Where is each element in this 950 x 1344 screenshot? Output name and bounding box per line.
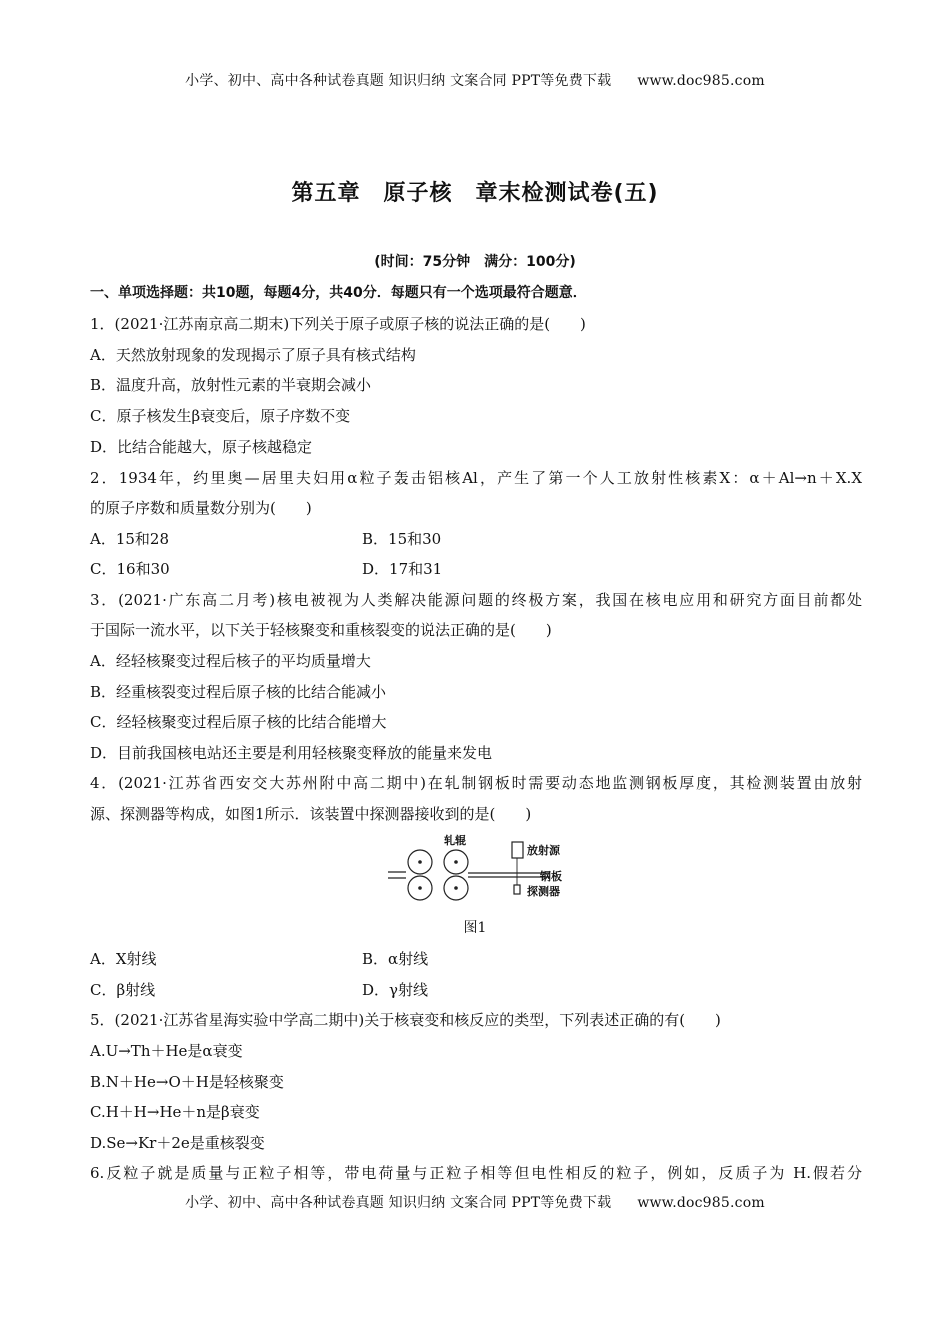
question-1-option-b: B．温度升高，放射性元素的半衰期会减小 xyxy=(90,376,372,394)
label-source: 放射源 xyxy=(527,844,560,857)
header-url[interactable]: www.doc985.com xyxy=(637,73,765,89)
question-1-option-c: C．原子核发生β衰变后，原子序数不变 xyxy=(90,407,351,425)
question-4-option-d: D．γ射线 xyxy=(362,981,428,999)
question-5-stem: 5．(2021·江苏省星海实验中学高二期中)关于核衰变和核反应的类型，下列表述正确的有( ) xyxy=(90,1011,721,1029)
question-4-option-c: C．β射线 xyxy=(90,981,156,999)
question-2-stem-line2: 的原子序数和质量数分别为( ) xyxy=(90,499,312,517)
question-5-option-a: A.U→Th＋He是α衰变 xyxy=(90,1042,243,1060)
question-5-option-c: C.H＋H→He＋n是β衰变 xyxy=(90,1103,260,1121)
footer-url[interactable]: www.doc985.com xyxy=(637,1195,765,1211)
question-6-stem-line1: 6.反粒子就是质量与正粒子相等，带电荷量与正粒子相等但电性相反的粒子，例如，反质子为 H.假若分 xyxy=(90,1164,862,1182)
page-title: 第五章 原子核 章末检测试卷(五) xyxy=(291,181,659,206)
question-4-option-a: A．X射线 xyxy=(90,950,157,968)
question-2-option-c: C．16和30 xyxy=(90,560,170,578)
radiation-source xyxy=(512,842,523,858)
question-2-option-a: A．15和28 xyxy=(90,530,170,548)
section-heading: 一、单项选择题：共10题，每题4分，共40分．每题只有一个选项最符合题意． xyxy=(90,285,587,301)
question-1-option-d: D．比结合能越大，原子核越稳定 xyxy=(90,438,313,456)
question-1-option-a: A．天然放射现象的发现揭示了原子具有核式结构 xyxy=(90,346,416,364)
question-4-stem-line2: 源、探测器等构成，如图1所示．该装置中探测器接收到的是( ) xyxy=(90,805,532,823)
question-3-option-d: D．目前我国核电站还主要是利用轻核聚变释放的能量来发电 xyxy=(90,744,493,762)
figure-caption: 图1 xyxy=(463,920,487,936)
question-5-option-b: B.N＋He→O＋H是轻核聚变 xyxy=(90,1073,284,1091)
exam-info: (时间：75分钟 满分：100分) xyxy=(374,254,576,270)
question-3-option-a: A．经轻核聚变过程后核子的平均质量增大 xyxy=(90,652,371,670)
question-2-option-b: B．15和30 xyxy=(362,530,442,548)
question-3-option-c: C．经轻核聚变过程后原子核的比结合能增大 xyxy=(90,713,387,731)
label-detector: 探测器 xyxy=(527,885,560,898)
question-3-option-b: B．经重核裂变过程后原子核的比结合能减小 xyxy=(90,683,387,701)
question-2-option-d: D．17和31 xyxy=(362,560,443,578)
question-3-stem-line1: 3．(2021·广东高二月考)核电被视为人类解决能源问题的终极方案，我国在核电应用和研究方面目前都处 xyxy=(90,591,862,609)
page-footer xyxy=(0,1192,950,1212)
header-text: 小学、初中、高中各种试卷真题 知识归纳 文案合同 PPT等免费下载 xyxy=(185,73,612,89)
footer-text: 小学、初中、高中各种试卷真题 知识归纳 文案合同 PPT等免费下载 xyxy=(185,1195,612,1211)
page-header xyxy=(0,70,950,90)
label-plate: 钢板 xyxy=(540,870,562,883)
question-4-stem-line1: 4．(2021·江苏省西安交大苏州附中高二期中)在轧制钢板时需要动态地监测钢板厚度，其检测装置由放射 xyxy=(90,774,862,792)
question-2-stem-line1: 2．1934年，约里奥—居里夫妇用α粒子轰击铝核Al，产生了第一个人工放射性核素X：α＋Al→n＋X.X xyxy=(90,469,862,487)
question-5-option-d: D.Se→Kr＋2e是重核裂变 xyxy=(90,1134,265,1152)
question-1-stem: 1．(2021·江苏南京高二期末)下列关于原子或原子核的说法正确的是( ) xyxy=(90,315,586,333)
question-3-stem-line2: 于国际一流水平，以下关于轻核聚变和重核裂变的说法正确的是( ) xyxy=(90,621,552,639)
question-4-option-b: B．α射线 xyxy=(362,950,429,968)
detector xyxy=(514,885,520,894)
rolling-mill-diagram xyxy=(380,832,580,904)
label-roller: 轧辊 xyxy=(444,834,466,847)
